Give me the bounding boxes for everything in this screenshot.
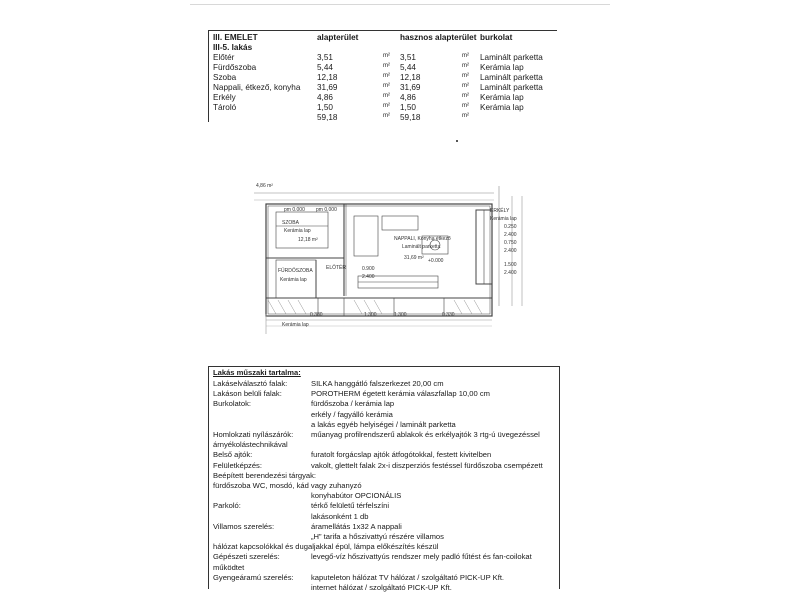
area-table-header — [213, 33, 553, 43]
plan-dim: 0.250 — [504, 224, 517, 230]
header-net-area: hasznos alapterület — [400, 33, 477, 42]
tech-label: Lakáson belüli falak: — [213, 389, 282, 399]
tech-value: a lakás egyéb helyiségei / laminált parketta — [311, 419, 456, 429]
room-area: 3,51 — [317, 53, 333, 62]
room-area: 31,69 — [317, 83, 338, 92]
floor-plan — [254, 183, 526, 334]
unit: m² — [383, 73, 390, 79]
room-name: Fürdőszoba — [213, 63, 257, 72]
header-area: alapterület — [317, 33, 359, 42]
unit: m² — [383, 63, 390, 69]
room-net-area: 4,86 — [400, 93, 416, 102]
tech-value: levegő-víz hőszivattyús rendszer mely padló fűtést és fan-coilokat — [311, 552, 532, 562]
room-net-area: 1,50 — [400, 103, 416, 112]
plan-label-furdo-floor: Kerámia lap — [280, 277, 307, 283]
header-flooring: burkolat — [480, 33, 513, 42]
plan-dim: 0.900 — [362, 266, 375, 272]
room-area: 5,44 — [317, 63, 333, 72]
tech-label: Belső ajtók: — [213, 450, 253, 460]
tech-value: „H” tarifa a hőszivattyú részére villamos — [311, 532, 444, 541]
tech-title: Lakás műszaki tartalma: — [213, 368, 301, 377]
header-floor: III. EMELET — [213, 33, 258, 42]
tech-value: erkély / fagyálló kerámia — [311, 409, 393, 419]
top-rule — [190, 4, 610, 5]
plan-dim: 2.400 — [504, 270, 517, 276]
tech-label: Lakáselválasztó falak: — [213, 379, 288, 388]
unit: m² — [462, 103, 469, 109]
plan-label-eloter: ELŐTÉR — [326, 265, 347, 271]
tech-value: térkő felületű térfelszíni — [311, 501, 390, 511]
tech-label: Homlokzati nyílászárók: — [213, 430, 294, 439]
tech-label: Beépített berendezési tárgyak: — [213, 470, 317, 480]
room-name: Előtér — [213, 53, 235, 62]
tech-value: SILKA hanggátló falszerkezet 20,00 cm — [311, 379, 444, 388]
plan-dim: 0.330 — [442, 312, 455, 318]
area-total-row — [213, 113, 553, 123]
room-area: 1,50 — [317, 103, 333, 112]
room-name: Nappali, étkező, konyha — [213, 83, 301, 92]
room-flooring: Laminált parketta — [480, 83, 543, 92]
plan-label-szoba-area: 12,18 m² — [298, 237, 318, 243]
tech-label: Burkolatok: — [213, 399, 251, 409]
apartment-id: III-5. lakás — [213, 43, 253, 52]
room-flooring: Laminált parketta — [480, 53, 543, 62]
unit: m² — [383, 113, 390, 119]
room-net-area: 3,51 — [400, 53, 416, 62]
tech-value: műanyag profilrendszerű ablakok és erkélyajtók 3 rtg-ú üvegezéssel — [311, 430, 540, 439]
plan-dim: 1.300 — [394, 312, 407, 318]
tech-label: Gépészeti szerelés: — [213, 552, 280, 562]
tech-label: működtet — [213, 562, 245, 572]
tech-value: fürdőszoba / kerámia lap — [311, 399, 395, 409]
plan-dim: 1.300 — [364, 312, 377, 318]
unit: m² — [462, 63, 469, 69]
plan-label-top-area: 4,86 m² — [256, 183, 273, 189]
unit: m² — [462, 93, 469, 99]
tech-value: furatolt forgácslap ajtók átfogótokkal, festett kivitelben — [311, 450, 492, 460]
tech-label: árnyékolástechnikával — [213, 440, 288, 450]
tech-value: konyhabútor OPCIONÁLIS — [311, 491, 402, 501]
plan-dim: 1.500 — [504, 262, 517, 268]
plan-dim: pm 0.000 — [316, 207, 337, 213]
plan-label-szoba-floor: Kerámia lap — [284, 228, 311, 234]
tech-value: áramellátás 1x32 A nappali — [311, 521, 402, 531]
plan-label-nappali-floor: Laminált parketta — [402, 244, 441, 250]
room-area: 12,18 — [317, 73, 338, 82]
total-net-area: 59,18 — [400, 113, 421, 122]
plan-dim: 0.750 — [504, 240, 517, 246]
plan-dim: +0.000 — [428, 258, 444, 264]
unit: m² — [462, 83, 469, 89]
plan-label-nappali-area: 31,69 m² — [404, 255, 424, 261]
tech-value: kaputeleton hálózat TV hálózat / szolgáltató PICK-UP Kft. — [311, 572, 505, 582]
plan-label-nappali: NAPPALI, Konyha étkező — [394, 236, 451, 242]
room-name: Erkély — [213, 93, 236, 102]
tech-label: Gyengeáramú szerelés: — [213, 572, 294, 582]
plan-dim: 2.400 — [362, 274, 375, 280]
tech-label: Parkoló: — [213, 501, 241, 511]
unit: m² — [462, 53, 469, 59]
unit: m² — [462, 73, 469, 79]
tech-label: hálózat kapcsolókkal és dugaljakkal épül, lámpa előkészítés készül — [213, 542, 439, 552]
tech-value: POROTHERM égetett kerámia válaszfallap 10,00 cm — [311, 389, 490, 399]
area-table — [208, 30, 557, 122]
room-name: Szoba — [213, 73, 237, 82]
room-flooring: Laminált parketta — [480, 73, 543, 82]
plan-dim: 2.400 — [504, 248, 517, 254]
plan-label-erkely: ERKÉLY — [490, 208, 510, 214]
tech-value: lakásonként 1 db — [311, 511, 369, 521]
tech-value: vakolt, glettelt falak 2x-i diszperziós festéssel fürdőszoba csempézett — [311, 460, 543, 470]
plan-label-erkely-floor: Kerámia lap — [490, 216, 517, 222]
plan-label-szoba: SZOBA — [282, 220, 299, 226]
room-flooring: Kerámia lap — [480, 93, 524, 102]
unit: m² — [383, 53, 390, 59]
tech-value: internet hálózat / szolgáltató PICK-UP Kft. — [311, 583, 452, 592]
unit: m² — [383, 93, 390, 99]
room-net-area: 12,18 — [400, 73, 421, 82]
room-net-area: 31,69 — [400, 83, 421, 92]
room-flooring: Kerámia lap — [480, 103, 524, 112]
room-flooring: Kerámia lap — [480, 63, 524, 72]
tech-label: fürdőszoba WC, mosdó, kád vagy zuhanyzó — [213, 481, 362, 490]
plan-dim: 2.400 — [504, 232, 517, 238]
total-area: 59,18 — [317, 113, 338, 122]
unit: m² — [383, 83, 390, 89]
plan-dim: pm 0.000 — [284, 207, 305, 213]
technical-specification — [208, 366, 560, 592]
room-area: 4,86 — [317, 93, 333, 102]
stray-dot — [456, 140, 458, 142]
plan-label-furdo: FÜRDŐSZOBA — [278, 268, 313, 274]
plan-label-tarolo-floor: Kerámia lap — [282, 322, 309, 328]
unit: m² — [383, 103, 390, 109]
tech-label: Villamos szerelés: — [213, 521, 275, 531]
room-name: Tároló — [213, 103, 237, 112]
plan-dim: 0.380 — [310, 312, 323, 318]
tech-label: Felületképzés: — [213, 460, 262, 470]
unit: m² — [462, 113, 469, 119]
room-net-area: 5,44 — [400, 63, 416, 72]
